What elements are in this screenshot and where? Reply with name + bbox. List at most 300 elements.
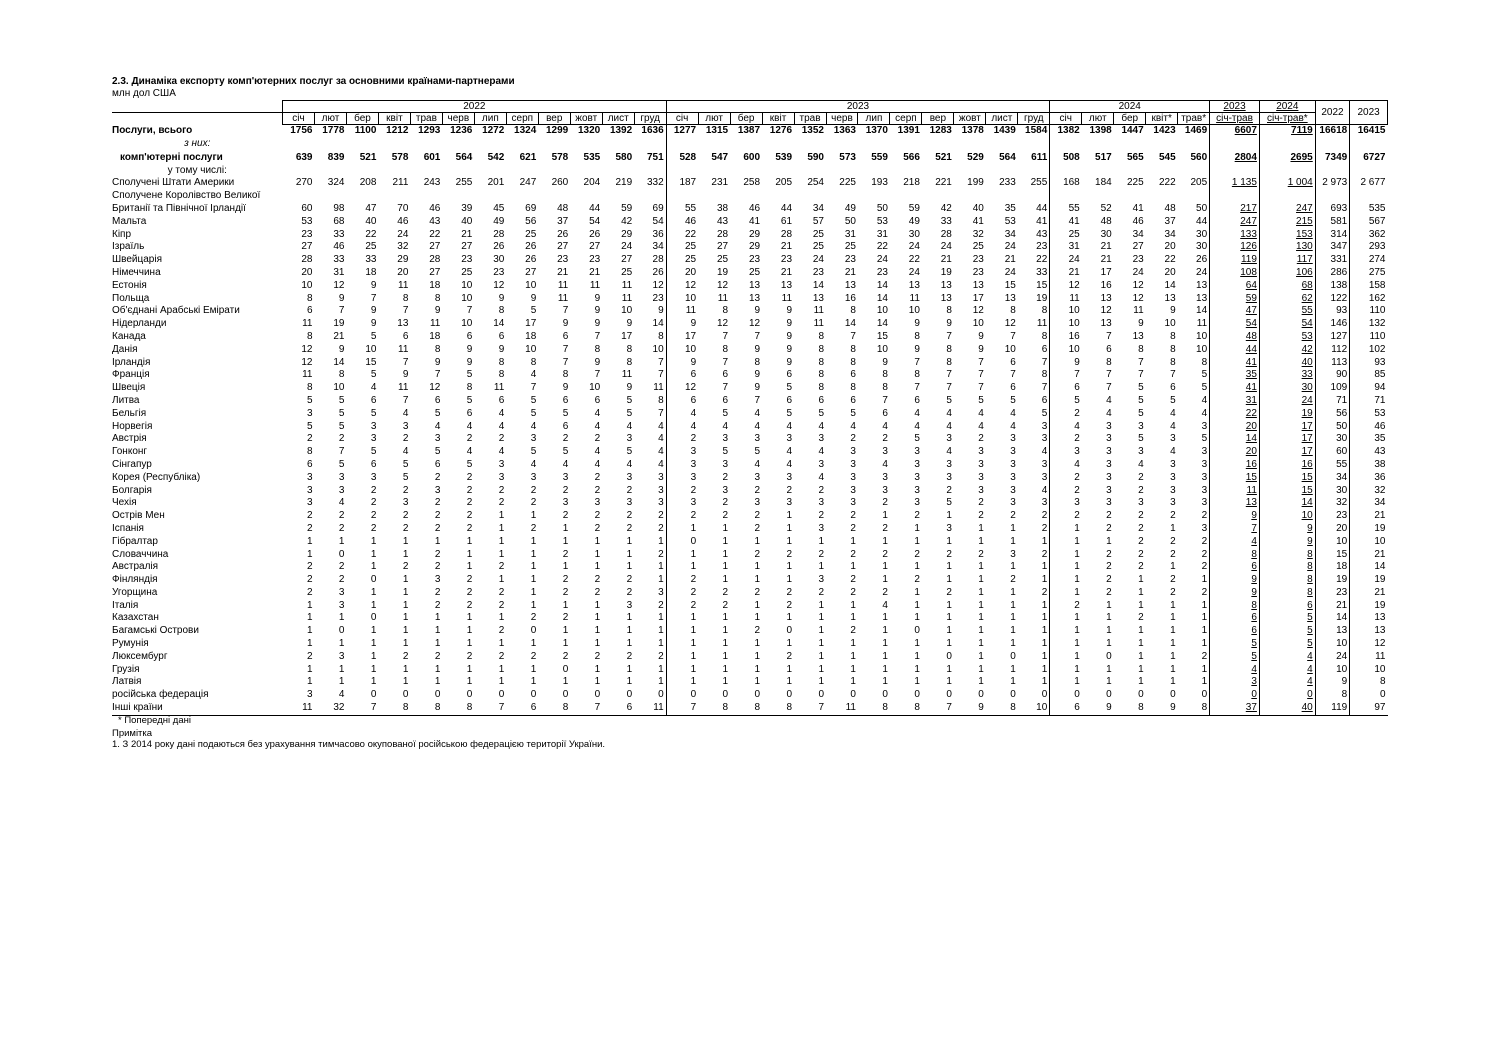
value-cell: 1: [370, 548, 377, 560]
value-cell: 1: [786, 535, 793, 547]
value-cell: 7: [370, 292, 377, 304]
value-cell: [538, 165, 570, 178]
value-cell: 5: [626, 446, 633, 458]
value-cell: 19: [1374, 574, 1386, 586]
value-cell: 9: [914, 343, 920, 355]
value-cell: 50: [1178, 203, 1210, 216]
value-cell: 1: [914, 522, 920, 534]
value-cell: 1: [818, 638, 824, 650]
value-cell: 2695: [1259, 151, 1315, 165]
value-cell: 3: [306, 484, 313, 496]
value-cell: 0: [978, 689, 984, 701]
value-cell: 15: [1259, 485, 1315, 498]
value-cell: 7: [1106, 382, 1112, 394]
value-cell: 23: [634, 293, 666, 306]
value-cell: 10: [1018, 702, 1050, 715]
value-cell: 21: [1374, 548, 1386, 560]
value-cell: 28: [940, 228, 952, 240]
value-cell: 10: [525, 343, 537, 355]
value-cell: 1276: [769, 125, 793, 136]
value-cell: 1: [370, 535, 377, 547]
value-cell: 3: [1170, 433, 1176, 445]
value-cell: 8: [538, 702, 570, 715]
value-cell: 6: [466, 330, 473, 342]
value-cell: 1: [370, 663, 377, 675]
value-cell: 2: [1170, 548, 1176, 560]
value-cell: 5: [530, 407, 537, 419]
value-cell: 33: [940, 215, 952, 227]
value-cell: 1: [1178, 676, 1210, 689]
value-cell: 24: [940, 241, 952, 253]
value-cell: 2: [338, 561, 345, 573]
value-cell: 8: [1170, 330, 1176, 342]
value-cell: 535: [1368, 202, 1386, 214]
value-cell: 4: [978, 407, 984, 419]
value-cell: 112: [1315, 344, 1350, 357]
value-cell: 38: [1374, 458, 1386, 470]
value-cell: 11: [557, 279, 569, 291]
value-cell: 3: [818, 497, 824, 509]
value-cell: [570, 190, 602, 203]
value-cell: 16: [844, 292, 856, 304]
value-cell: 32: [315, 702, 347, 715]
country-row: [112, 600, 1388, 613]
value-cell: 17: [972, 292, 984, 304]
value-cell: 225: [1127, 177, 1144, 189]
value-cell: [762, 138, 794, 151]
value-cell: 1: [594, 612, 601, 624]
value-cell: 2: [498, 497, 505, 509]
value-cell: 24: [1315, 651, 1350, 664]
value-cell: 4: [370, 382, 377, 394]
value-cell: 13: [1132, 330, 1144, 342]
value-cell: 6: [498, 394, 505, 406]
row-label: Кіпр: [112, 228, 132, 240]
value-cell: 2: [306, 574, 313, 586]
value-cell: 3: [634, 485, 666, 498]
value-cell: 8: [722, 343, 729, 355]
value-cell: 20: [1315, 523, 1350, 536]
value-cell: 19: [1259, 408, 1315, 421]
value-cell: 3: [754, 497, 761, 509]
value-cell: 9: [498, 343, 505, 355]
month-header-m22-9: вер: [538, 113, 570, 125]
value-cell: 25: [812, 228, 824, 240]
value-cell: 1: [634, 676, 666, 689]
value-cell: 27: [429, 266, 441, 278]
value-cell: 15: [876, 330, 888, 342]
row-label: Гібралтар: [112, 535, 158, 547]
month-header-m22-2: лют: [315, 113, 347, 125]
value-cell: 23: [301, 228, 313, 240]
value-cell: 2: [626, 510, 633, 522]
value-cell: [730, 138, 762, 151]
value-cell: 1: [634, 612, 666, 625]
value-cell: 9: [754, 382, 761, 394]
value-cell: 1: [594, 638, 601, 650]
value-cell: 11: [621, 369, 633, 381]
value-cell: [1210, 138, 1260, 151]
value-cell: 44: [780, 202, 793, 214]
preliminary-note: * Попередні дані: [118, 714, 191, 726]
value-cell: 4: [1170, 407, 1176, 419]
value-cell: 7: [754, 330, 761, 342]
value-cell: 26: [1178, 254, 1210, 267]
value-cell: 1: [754, 574, 761, 586]
value-cell: 1: [818, 535, 824, 547]
value-cell: 3: [754, 433, 761, 445]
value-cell: 9: [530, 292, 537, 304]
value-cell: 9: [978, 330, 984, 342]
month-header-m22-4: квіт: [378, 113, 410, 125]
value-cell: 1: [882, 510, 888, 522]
value-cell: 2: [1138, 522, 1144, 534]
value-cell: 2804: [1210, 151, 1260, 165]
month-header-m24-2: лют: [1082, 113, 1114, 125]
value-cell: 2: [1170, 510, 1176, 522]
value-cell: 8: [1178, 357, 1210, 370]
value-cell: 10: [1315, 638, 1350, 651]
value-cell: 8: [626, 343, 633, 355]
value-cell: 3: [530, 433, 537, 445]
row-label: комп'ютерні послуги: [120, 151, 223, 163]
value-cell: 1: [946, 561, 952, 573]
value-cell: 580: [615, 151, 633, 163]
value-cell: 11: [621, 292, 633, 304]
value-cell: 0: [786, 625, 793, 637]
value-cell: 2: [978, 548, 984, 560]
value-cell: 0: [946, 689, 952, 701]
value-cell: 10: [876, 343, 888, 355]
value-cell: 2 677: [1360, 177, 1386, 189]
value-cell: 40: [1259, 357, 1315, 370]
value-cell: 1: [946, 638, 952, 650]
value-cell: 41: [748, 215, 761, 227]
value-cell: 50: [1315, 421, 1350, 434]
value-cell: 2: [978, 510, 984, 522]
value-cell: 1: [1010, 663, 1016, 675]
value-cell: 2: [1018, 587, 1050, 600]
value-cell: 6: [370, 458, 377, 470]
value-cell: 1: [370, 625, 377, 637]
value-cell: 20: [301, 266, 313, 278]
value-cell: 3: [850, 446, 856, 458]
value-cell: 247: [1259, 203, 1315, 216]
value-cell: 2: [690, 510, 697, 522]
value-cell: [283, 138, 315, 151]
value-cell: 0: [1379, 689, 1386, 701]
value-cell: 2: [466, 471, 473, 483]
value-cell: 1: [722, 574, 729, 586]
value-cell: 11: [589, 279, 601, 291]
value-cell: 10: [1164, 318, 1176, 330]
value-cell: 3: [1178, 472, 1210, 485]
value-cell: 11: [634, 702, 666, 715]
value-cell: 34: [1374, 497, 1386, 509]
value-cell: 6: [1106, 343, 1112, 355]
value-cell: [954, 190, 986, 203]
value-cell: 2: [1178, 549, 1210, 562]
value-cell: 1: [946, 612, 952, 624]
value-cell: 3: [690, 458, 697, 470]
value-cell: 9: [338, 292, 345, 304]
value-cell: 43: [1018, 229, 1050, 242]
value-cell: 1: [1018, 664, 1050, 677]
row-label: Швеція: [112, 382, 146, 394]
value-cell: [602, 190, 634, 203]
value-cell: 48: [557, 202, 569, 214]
value-cell: 55: [1259, 305, 1315, 318]
value-cell: 13: [1178, 293, 1210, 306]
value-cell: 21: [333, 330, 345, 342]
value-cell: 1: [402, 599, 409, 611]
value-cell: 2: [466, 510, 473, 522]
value-cell: 1320: [577, 125, 601, 136]
value-cell: 3: [498, 471, 505, 483]
value-cell: [410, 165, 442, 178]
value-cell: 126: [1210, 241, 1260, 254]
value-cell: 2: [1106, 574, 1112, 586]
value-cell: 2: [498, 484, 505, 496]
value-cell: 24: [1132, 266, 1144, 278]
value-cell: 21: [1315, 600, 1350, 613]
value-cell: 6: [562, 420, 569, 432]
value-cell: 5: [466, 369, 473, 381]
value-cell: 38: [716, 202, 729, 214]
value-cell: 204: [583, 177, 601, 189]
month-header-m22-10: жовт: [570, 113, 602, 125]
value-cell: 1: [1178, 638, 1210, 651]
value-cell: 3: [626, 471, 633, 483]
value-cell: 3: [306, 497, 313, 509]
value-cell: 6: [1010, 356, 1016, 368]
value-cell: 1: [1010, 599, 1016, 611]
value-cell: 13: [844, 279, 856, 291]
value-cell: 5: [466, 458, 473, 470]
value-cell: 31: [844, 228, 856, 240]
value-cell: 508: [1063, 151, 1080, 163]
value-cell: 1: [562, 522, 569, 534]
value-cell: 25: [1068, 228, 1080, 240]
value-cell: 3: [626, 433, 633, 445]
country-row: [112, 421, 1388, 434]
value-cell: 1299: [546, 125, 569, 136]
value-cell: 3: [914, 458, 920, 470]
value-cell: 27: [461, 241, 473, 253]
row-label: Послуги, всього: [112, 124, 193, 136]
value-cell: 1: [402, 676, 409, 688]
value-cell: 4: [754, 420, 761, 432]
value-cell: 13: [812, 292, 824, 304]
value-cell: 8: [498, 356, 505, 368]
value-cell: 6: [1259, 600, 1315, 613]
value-cell: 3: [306, 689, 313, 701]
value-cell: 25: [748, 266, 761, 278]
value-cell: 1: [882, 612, 888, 624]
value-cell: 2: [1138, 535, 1144, 547]
value-cell: 7: [922, 702, 954, 715]
value-cell: [570, 165, 602, 178]
value-cell: 3: [722, 484, 729, 496]
country-row: [112, 676, 1388, 689]
value-cell: 247: [519, 177, 537, 189]
value-cell: 0: [338, 625, 345, 637]
value-cell: 3: [914, 497, 920, 509]
value-cell: 54: [1259, 318, 1315, 331]
value-cell: 2: [690, 574, 697, 586]
value-cell: 7: [1210, 523, 1260, 536]
value-cell: 560: [1178, 151, 1210, 165]
value-cell: 566: [903, 151, 920, 163]
value-cell: 601: [423, 151, 441, 163]
value-cell: 6: [434, 458, 441, 470]
value-cell: 7: [1106, 369, 1112, 381]
value-cell: 5: [722, 407, 729, 419]
value-cell: 3: [1106, 497, 1112, 509]
value-cell: 693: [1315, 203, 1350, 216]
value-cell: 24: [908, 241, 920, 253]
value-cell: [315, 138, 347, 151]
value-cell: 1: [634, 574, 666, 587]
value-cell: 1: [882, 663, 888, 675]
value-cell: 23: [461, 254, 473, 266]
value-cell: 201: [487, 177, 505, 189]
value-cell: 611: [1018, 151, 1050, 165]
value-cell: 1: [1074, 561, 1080, 573]
value-cell: 2: [530, 650, 537, 662]
value-cell: 1: [722, 663, 729, 675]
row-label: Сполучене Королівство Великої: [112, 190, 261, 202]
value-cell: 2: [786, 548, 793, 560]
value-cell: 10: [685, 292, 697, 304]
value-cell: 2: [562, 586, 569, 598]
value-cell: 564: [999, 151, 1016, 163]
value-cell: 1: [434, 625, 441, 637]
value-cell: 2: [306, 522, 313, 534]
value-cell: 3: [1178, 497, 1210, 510]
value-cell: 2: [594, 574, 601, 586]
value-cell: 4: [1178, 395, 1210, 408]
value-cell: 4: [1018, 446, 1050, 459]
value-cell: 34: [1132, 228, 1144, 240]
value-cell: 1: [1074, 574, 1080, 586]
value-cell: 1392: [609, 125, 633, 136]
value-cell: 9: [978, 343, 984, 355]
value-cell: 3: [1138, 497, 1144, 509]
value-cell: 14: [876, 318, 888, 330]
value-cell: 2: [1106, 548, 1112, 560]
value-cell: 3: [1018, 497, 1050, 510]
value-cell: 24: [1004, 266, 1016, 278]
value-cell: [1178, 138, 1210, 151]
value-cell: 5: [722, 446, 729, 458]
value-cell: 14: [1164, 279, 1176, 291]
value-cell: [890, 138, 922, 151]
value-cell: 4: [1170, 446, 1176, 458]
value-cell: 11: [398, 279, 409, 291]
value-cell: 40: [365, 215, 377, 227]
value-cell: [826, 165, 858, 178]
value-cell: 1: [978, 522, 984, 534]
value-cell: 7: [914, 356, 920, 368]
value-cell: 9: [370, 318, 377, 330]
value-cell: 218: [903, 177, 920, 189]
value-cell: 4: [1259, 676, 1315, 689]
value-cell: 28: [301, 254, 313, 266]
value-cell: [1146, 138, 1178, 151]
value-cell: 6: [1050, 702, 1082, 715]
value-cell: 13: [940, 292, 952, 304]
value-cell: 6: [370, 394, 377, 406]
value-cell: 23: [876, 266, 888, 278]
value-cell: 1447: [1121, 125, 1144, 136]
value-cell: 30: [1178, 229, 1210, 242]
value-cell: 2: [498, 599, 505, 611]
year-header-row: [112, 101, 1388, 113]
value-cell: 59: [1210, 293, 1260, 306]
value-cell: 1: [634, 625, 666, 638]
value-cell: 1: [530, 535, 537, 547]
value-cell: 6: [506, 702, 538, 715]
value-cell: 11: [493, 382, 505, 394]
value-cell: 5: [1210, 638, 1260, 651]
value-cell: 30: [493, 254, 505, 266]
value-cell: 565: [1127, 151, 1144, 163]
value-cell: 1: [850, 535, 856, 547]
value-cell: 46: [1132, 215, 1144, 227]
value-cell: 35: [1374, 433, 1386, 445]
value-cell: 1: [722, 625, 729, 637]
value-cell: 16: [1068, 330, 1080, 342]
value-cell: 18: [429, 330, 441, 342]
row-label: Об'єднані Арабські Емірати: [112, 305, 240, 317]
value-cell: 6727: [1363, 151, 1386, 163]
value-cell: 0: [690, 535, 697, 547]
value-cell: 9: [946, 318, 952, 330]
value-cell: 21: [557, 266, 569, 278]
value-cell: 8: [890, 702, 922, 715]
value-cell: 1293: [418, 125, 441, 136]
row-label: Канада: [112, 330, 146, 342]
value-cell: 62: [1259, 293, 1315, 306]
value-cell: 621: [519, 151, 537, 163]
value-cell: 1: [1010, 586, 1016, 598]
value-cell: 1: [1018, 651, 1050, 664]
value-cell: 0: [1259, 689, 1315, 702]
value-cell: 18: [365, 266, 377, 278]
value-cell: 1: [338, 663, 345, 675]
value-cell: 1: [370, 638, 377, 650]
value-cell: 6: [306, 458, 313, 470]
value-cell: 22: [685, 228, 697, 240]
value-cell: 162: [1368, 292, 1386, 304]
computer-services-row: [112, 151, 1388, 165]
value-cell: 5: [1178, 433, 1210, 446]
value-cell: 9: [402, 369, 409, 381]
value-cell: 2: [914, 510, 920, 522]
value-cell: 4: [946, 407, 952, 419]
ytd-year-1-header: 2023: [1210, 101, 1260, 113]
value-cell: 26: [557, 228, 569, 240]
value-cell: 15: [1004, 279, 1016, 291]
value-cell: 293: [1368, 241, 1386, 253]
value-cell: 9: [786, 356, 793, 368]
value-cell: 6: [498, 330, 505, 342]
value-cell: 26: [589, 228, 601, 240]
value-cell: 1391: [897, 125, 920, 136]
value-cell: 6: [1210, 612, 1260, 625]
value-cell: 1: [722, 612, 729, 624]
